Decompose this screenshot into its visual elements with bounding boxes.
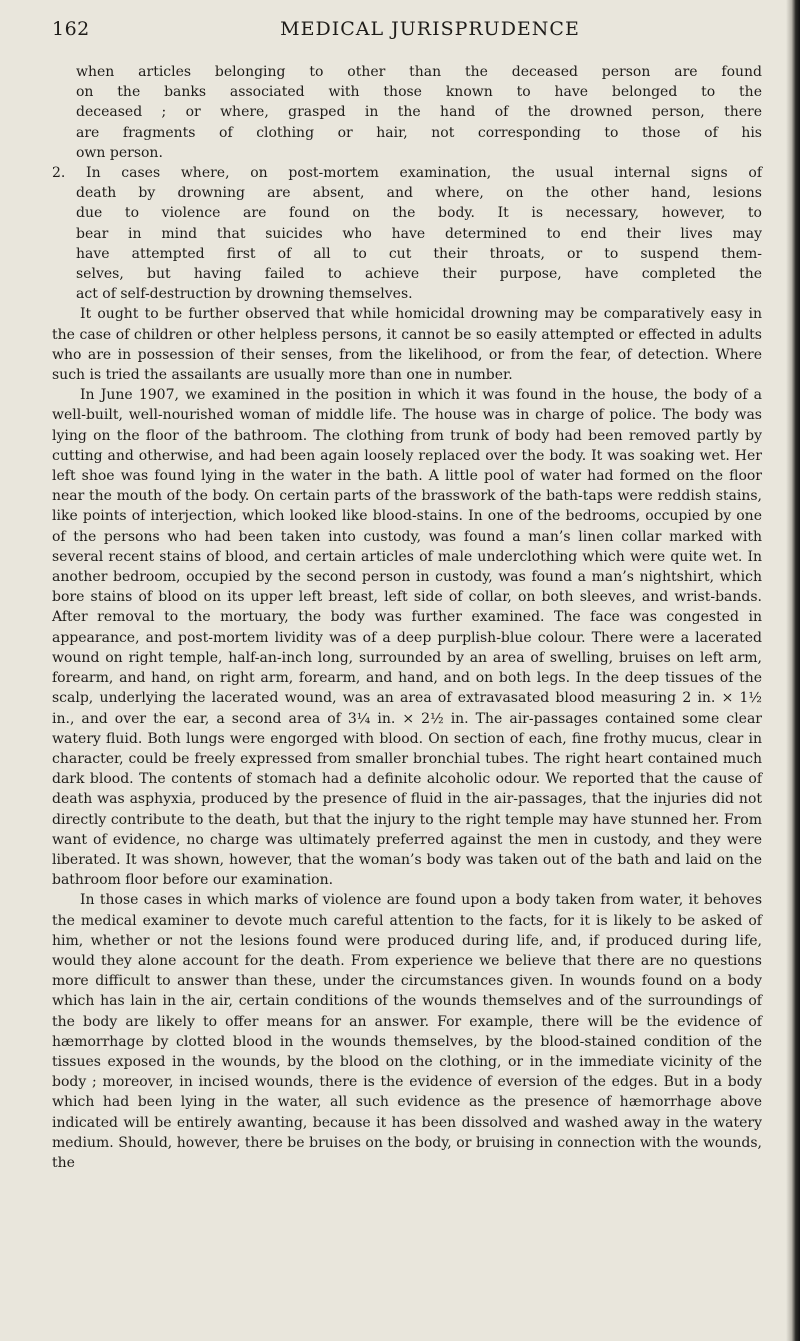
text-line: when articles belonging to other than the deceased person are found	[76, 64, 762, 80]
text-line: are fragments of clothing or hair, not corresponding to those of his	[76, 124, 762, 141]
paragraph-marks-of-violence: In those cases in which marks of violence are found upon a body taken from water, it behoves the medical examiner to devote much careful attention to the facts, for it is likely to be asked of him, whether or not the lesions found were produced during life, and, if produced during life, would they alone account for the death. From experience we believe that there are no questions more difficult to answer than these, under the circumstances given. In wounds found on a body which has lain in the air, certain conditions of the wounds themselves and of the surroundings of the body are likely to offer means for an answer. For example, there will be the evidence of hæmorrhage by clotted blood in the wounds themselves, by the blood-stained condition of the tissues exposed in the wounds, by the blood on the clothing, or in the immediate vicinity of the body ; moreover, in incised wounds, there is the evidence of eversion of the edges. But in a body which had been lying in the water, all such evidence as the presence of hæmorrhage above indicated will be entirely awanting, because it has been dissolved and washed away in the watery medium. Should, however, there be bruises on the body, or bruising in connection with the wounds, the	[52, 892, 762, 1171]
list-item-2	[52, 163, 762, 304]
text-line: deceased ; or where, grasped in the hand of the drowned person, there	[76, 104, 762, 121]
text-line: selves, but having failed to achieve their purpose, have completed the	[76, 266, 762, 283]
running-head: MEDICAL JURISPRUDENCE	[280, 18, 580, 40]
list-item-2-body	[52, 183, 762, 304]
page-header	[0, 18, 790, 52]
list-item-1-continuation	[52, 62, 762, 163]
text-line: 2. In cases where, on post-mortem examination, the usual internal signs of	[52, 165, 762, 182]
paragraph-homicidal-drowning: It ought to be further observed that while homicidal drowning may be comparatively easy in the case of children or other helpless persons, it cannot be so easily attempted or effected in adults who are in possession of their senses, from the likelihood, or from the fear, of detection. Where such is tried the assailants are usually more than one in number.	[52, 306, 762, 384]
page-number: 162	[52, 18, 90, 40]
page-edge-shadow	[786, 0, 800, 1341]
text-line: death by drowning are absent, and where, on the other hand, lesions	[76, 185, 762, 202]
text-line: bear in mind that suicides who have determined to end their lives may	[76, 225, 762, 242]
text-line: on the banks associated with those known to have belonged to the	[76, 84, 762, 101]
text-line: act of self-destruction by drowning themselves.	[76, 286, 413, 303]
text-line: due to violence are found on the body. It is necessary, however, to	[76, 205, 762, 222]
text-line: have attempted first of all to cut their throats, or to suspend them-	[76, 245, 762, 262]
paragraph-case-june-1907: In June 1907, we examined in the position in which it was found in the house, the body of a well-built, well-nourished woman of middle life. The house was in charge of police. The body was lying on the floor of the bathroom. The clothing from trunk of body had been removed partly by cutting and otherwise, and had been again loosely replaced over the body. It was soaking wet. Her left shoe was found lying in the water in the bath. A little pool of water had formed on the floor near the mouth of the body. On certain parts of the brasswork of the bath-taps were reddish stains, like points of interjection, which looked like blood-stains. In one of the bedrooms, occupied by one of the persons who had been taken into custody, was found a man’s linen collar marked with several recent stains of blood, and certain articles of male underclothing which were quite wet. In another bedroom, occupied by the second person in custody, was found a man’s nightshirt, which bore stains of blood on its upper left breast, left side of collar, on both sleeves, and wrist-bands. After removal to the mortuary, the body was further examined. The face was congested in appearance, and post-mortem lividity was of a deep purplish-blue colour. There were a lacerated wound on right temple, half-an-inch long, surrounded by an area of swelling, bruises on left arm, forearm, and hand, on right arm, forearm, and hand, and on both legs. In the deep tissues of the scalp, underlying the lacerated wound, was an area of extravasated blood measuring 2 in. × 1½ in., and over the ear, a second area of 3¼ in. × 2½ in. The air-passages contained some clear watery fluid. Both lungs were engorged with blood. On section of each, fine frothy mucus, clear in character, could be freely expressed from smaller bronchial tubes. The right heart contained much dark blood. The contents of stomach had a definite alcoholic odour. We reported that the cause of death was asphyxia, produced by the presence of fluid in the air-passages, that the injuries did not directly contribute to the death, but that the injury to the right temple may have stunned her. From want of evidence, no charge was ultimately preferred against the men in custody, and they were liberated. It was shown, however, that the woman’s body was taken out of the bath and laid on the bathroom floor before our examination.	[52, 387, 762, 889]
text-line: own person.	[76, 144, 163, 161]
body-text	[52, 62, 762, 1173]
